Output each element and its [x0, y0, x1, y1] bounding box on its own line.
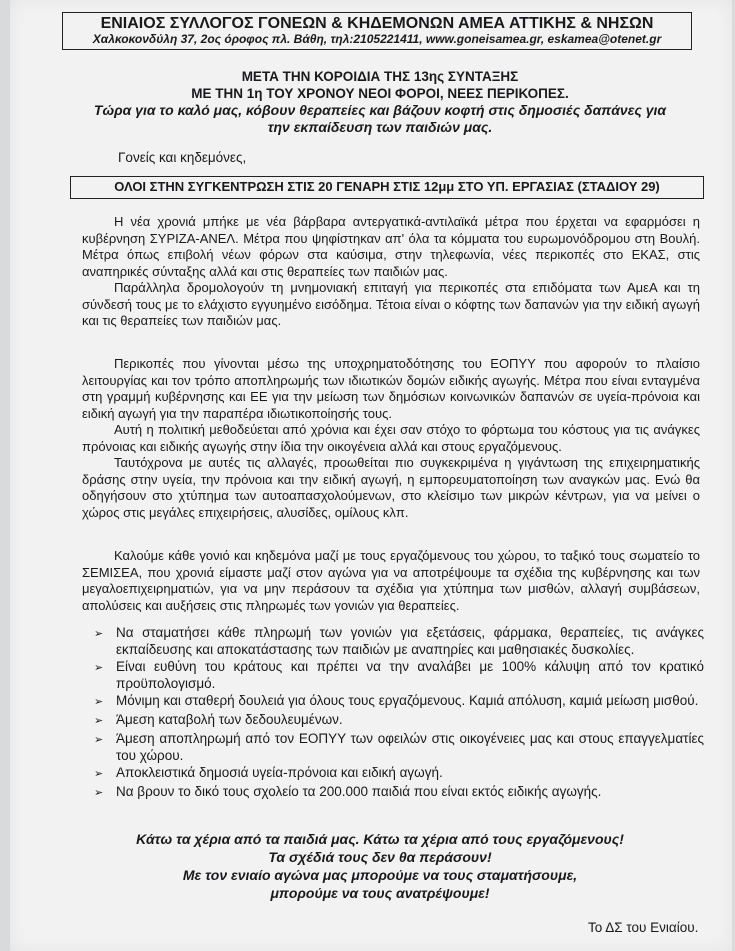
list-item — [94, 764, 704, 783]
paragraph: Παράλληλα δρομολογούν τη μνημονιακή επιταγή για περικοπές στα επιδόματα των ΑμεΑ και τη σύνδεσή τους με το ελάχιστο εγγυημένο εισόδημα. Τέτοια είναι ο κόφτης των δαπανών για την ειδική αγωγή και τις θεραπείες των παιδιών μας. — [82, 280, 700, 328]
demands-list — [94, 624, 704, 802]
list-item — [94, 624, 704, 658]
list-item — [94, 730, 704, 764]
arrowhead-bullet-icon: ➢ — [94, 787, 104, 799]
slogan-line-4: μπορούμε να τους ανατρέψουμε! — [270, 885, 490, 901]
slogan-line-3: Με τον ενιαίο αγώνα μας μπορούμε να τους σταματήσουμε, — [182, 867, 578, 883]
arrowhead-bullet-icon: ➢ — [94, 662, 104, 674]
closing-slogans — [50, 830, 710, 902]
demand-text: Αποκλειστικά δημοσιά υγεία-πρόνοια και ειδική αγωγή. — [116, 765, 443, 780]
paragraph: Καλούμε κάθε γονιό και κηδεμόνα μαζί με τους εργαζόμενους του χώρου, το ταξικό τους σωματείο το ΣΕΜΙΣΕΑ, που χρονιά είμαστε μαζί στον αγώνα για να αποτρέψουμε τα σχέδια της κυβέρνησης και των μεγαλοεπιχειρηματιών, για να μην περάσουν τα σχέδια για χτύπημα των μισθών, αλλαγή συμβάσεων, απολύσεις και αυξήσεις στις πληρωμές των γονιών για θεραπείες. — [82, 548, 700, 613]
arrowhead-bullet-icon: ➢ — [94, 696, 104, 708]
list-item — [94, 711, 704, 730]
list-item — [94, 692, 704, 711]
paragraph: Περικοπές που γίνονται μέσω της υποχρηματοδότησης του ΕΟΠΥΥ που αφορούν το πλαίσιο λειτουργίας και τον τρόπο αποπληρωμής των ιδιωτικών δομών ειδικής αγωγής. Μέτρα που είναι ενταγμένα στη γραμμή κυβέρνησης και ΕΕ για την μείωση των δημόσιων κοινωνικών δαπανών σε υγεία-πρόνοια και ειδική αγωγή για την παραπέρα ιδιωτικοποίησής τους. — [82, 356, 700, 421]
list-item — [94, 658, 704, 692]
headline-line-3: Τώρα για το καλό μας, κόβουν θεραπείες και βάζουν κοφτή στις δημοσιές δαπάνες για — [93, 102, 667, 118]
demand-text: Άμεση καταβολή των δεδουλευμένων. — [116, 712, 343, 727]
arrowhead-bullet-icon: ➢ — [94, 628, 104, 640]
greeting: Γονείς και κηδεμόνες, — [118, 150, 247, 165]
list-item — [94, 783, 704, 802]
headline-line-2: ΜΕ ΤΗΝ 1η ΤΟΥ ΧΡΟΝΟΥ ΝΕΟΙ ΦΟΡΟΙ, ΝΕΕΣ ΠΕΡΙΚΟΠΕΣ. — [191, 86, 569, 101]
arrowhead-bullet-icon: ➢ — [94, 715, 104, 727]
demand-text: Είναι ευθύνη του κράτους και πρέπει να την αναλάβει με 100% κάλυψη από τον κρατικό προϋπολογισμό. — [116, 659, 704, 691]
demand-text: Άμεση αποπληρωμή από τον ΕΟΠΥΥ των οφειλών στις οικογένειες μας και στους επαγγελματίες του χώρου. — [116, 731, 704, 763]
slogan-line-1: Κάτω τα χέρια από τα παιδιά μας. Κάτω τα χέρια από τους εργαζόμενους! — [136, 831, 624, 847]
demand-text: Μόνιμη και σταθερή δουλειά για όλους τους εργαζόμενους. Καμιά απόλυση, καμιά μείωση μισθού. — [116, 693, 699, 708]
demand-text: Να βρουν το δικό τους σχολείο τα 200.000 παιδιά που είναι εκτός ειδικής αγωγής. — [116, 784, 602, 799]
slogan-line-2: Τα σχέδιά τους δεν θα περάσουν! — [268, 849, 492, 865]
body-section-2 — [82, 356, 700, 521]
body-section-3 — [82, 548, 700, 614]
rally-announcement: ΟΛΟΙ ΣΤΗΝ ΣΥΓΚΕΝΤΡΩΣΗ ΣΤΙΣ 20 ΓΕΝΑΡΗ ΣΤΙΣ 12μμ ΣΤΟ ΥΠ. ΕΡΓΑΣΙΑΣ (ΣΤΑΔΙΟΥ 29) — [70, 176, 704, 199]
organization-name: ΕΝΙΑΙΟΣ ΣΥΛΛΟΓΟΣ ΓΟΝΕΩΝ & ΚΗΔΕΜΟΝΩΝ ΑΜΕΑ ΑΤΤΙΚΗΣ & ΝΗΣΩΝ — [100, 15, 654, 32]
organization-contact: Χαλκοκονδύλη 37, 2ος όροφος πλ. Βάθη, τηλ:2105221411, www.goneisamea.gr, eskamea@otenet.gr — [92, 32, 662, 46]
signature: Το ΔΣ του Ενιαίου. — [588, 920, 699, 935]
letterhead-box — [62, 12, 692, 50]
paragraph: Αυτή η πολιτική μεθοδεύεται από χρόνια και έχει σαν στόχο το φόρτωμα του κόστους για τις ανάγκες πρόνοιας και ειδικής αγωγής στην ίδια την οικογένεια αλλά και στους εργαζόμενους. — [82, 422, 700, 454]
body-section-1 — [82, 214, 700, 330]
headline — [50, 68, 710, 136]
headline-line-1: ΜΕΤΑ ΤΗΝ ΚΟΡΟΙΔΙΑ ΤΗΣ 13ης ΣΥΝΤΑΞΗΣ — [241, 69, 519, 84]
arrowhead-bullet-icon: ➢ — [94, 734, 104, 746]
paragraph: Η νέα χρονιά μπήκε με νέα βάρβαρα αντεργατικά-αντιλαϊκά μέτρα που έρχεται να εφαρμόσει η κυβέρνηση ΣΥΡΙΖΑ-ΑΝΕΛ. Μέτρα που ψηφίστηκαν απ' όλα τα κόμματα του ευρωμονόδρομου στη Βουλή. Μέτρα όπως επιβολή νέων φόρων στα καύσιμα, στην τηλεφωνία, νέες περικοπές στο ΕΚΑΣ, στις αναπηρικές σύνταξης αλλά και στις θεραπείες των παιδιών μας. — [82, 214, 700, 279]
arrowhead-bullet-icon: ➢ — [94, 768, 104, 780]
demand-text: Να σταματήσει κάθε πληρωμή των γονιών για εξετάσεις, φάρμακα, θεραπείες, τις ανάγκες εκπαίδευσης και αποκατάστασης των παιδιών με αναπηρίες και μαθησιακές δυσκολίες. — [116, 625, 704, 657]
headline-line-4: την εκπαίδευση των παιδιών μας. — [267, 119, 493, 135]
paragraph: Ταυτόχρονα με αυτές τις αλλαγές, προωθείται πιο συγκεκριμένα η γιγάντωση της επιχειρηματικής δράσης στην υγεία, την πρόνοια και την ειδική αγωγή, η εμπορευματοποίηση των αναγκών μας. Ενώ θα οδηγήσουν στο χτύπημα των αυτοαπασχολούμενων, στο κλείσιμο των μικρών κέντρων, για να μείνει ο χώρος στις μεγάλες επιχειρήσεις, αλυσίδες, ομίλους κλπ. — [82, 455, 700, 520]
flyer-page — [10, 0, 732, 951]
